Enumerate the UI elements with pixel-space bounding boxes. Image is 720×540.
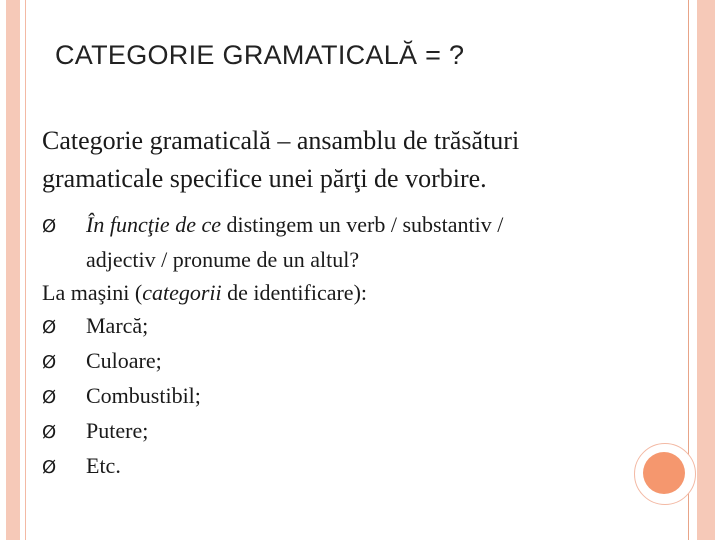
question-continuation: adjectiv / pronume de un altul? bbox=[86, 247, 360, 272]
arrow-bullet-icon: Ø bbox=[42, 352, 57, 373]
definition-text bbox=[42, 122, 672, 198]
cars-intro-post: de identificare): bbox=[221, 280, 368, 305]
arrow-bullet-icon: Ø bbox=[42, 387, 57, 408]
list-item bbox=[42, 344, 672, 379]
arrow-bullet-icon: Ø bbox=[42, 216, 57, 237]
question-italic: În funcţie de ce bbox=[86, 212, 221, 237]
question-text: distingem un verb / substantiv / bbox=[221, 212, 504, 237]
slide-title: CATEGORIE GRAMATICALĂ = ? bbox=[55, 40, 465, 70]
list-item-label: Etc. bbox=[86, 453, 121, 478]
list-item-label: Culoare; bbox=[86, 348, 162, 373]
definition-line-2: gramaticale specifice unei părţi de vorbire. bbox=[42, 164, 487, 193]
left-decorative-line bbox=[25, 0, 26, 540]
arrow-bullet-icon: Ø bbox=[42, 422, 57, 443]
left-decorative-band bbox=[6, 0, 20, 540]
list-item bbox=[42, 414, 672, 449]
cars-intro-line bbox=[42, 276, 672, 309]
cars-intro-italic: categorii bbox=[142, 280, 222, 305]
right-decorative-band bbox=[697, 0, 715, 540]
slide-body bbox=[42, 122, 672, 484]
question-bullet bbox=[42, 208, 672, 243]
list-item bbox=[42, 379, 672, 414]
definition-line-1: Categorie gramaticală – ansamblu de trăsături bbox=[42, 126, 520, 155]
list-item bbox=[42, 449, 672, 484]
list-item-label: Marcă; bbox=[86, 313, 149, 338]
list-item-label: Putere; bbox=[86, 418, 149, 443]
cars-intro-pre: La maşini ( bbox=[42, 280, 143, 305]
arrow-bullet-icon: Ø bbox=[42, 457, 57, 478]
arrow-bullet-icon: Ø bbox=[42, 317, 57, 338]
list-item-label: Combustibil; bbox=[86, 383, 201, 408]
list-item bbox=[42, 309, 672, 344]
